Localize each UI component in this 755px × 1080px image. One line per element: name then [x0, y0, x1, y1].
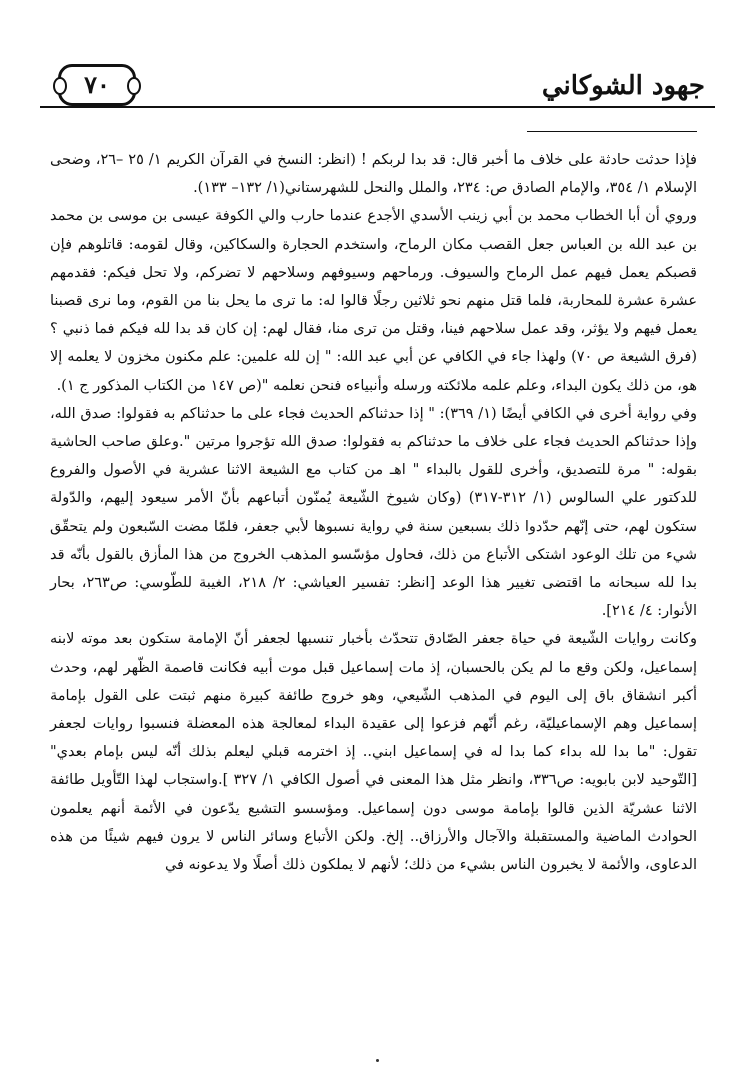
- paragraph-3: وفي رواية أخرى في الكافي أيضًا (١/ ٣٦٩): " إذا حدثناكم الحديث فجاء على ما حدثناكم به فقولوا: صدق الله، وإذا حدثناكم الحديث فجاء على خلاف ما حدثناكم به فقولوا: صدق الله تؤجروا مرتين ".وعلق صاحب الحاشية بقوله: " مرة للتصديق، وأخرى للقول بالبداء " اهـ من كتاب مع الشيعة الاثنا عشرية في الأصول والفروع للدكتور علي السالوس (١/ ٣١٢-٣١٧) (وكان شيوخ الشّيعة يُمنّون أتباعهم بأنّ الأمر سيعود إليهم، والدّولة ستكون لهم، حتى إنّهم حدّدوا ذلك بسبعين سنة في رواية نسبوها لأبي جعفر، فلمّا مضت السّبعون ولم يتحقّق شيء من تلك الوعود اشتكى الأتباع من ذلك، فحاول مؤسّسو المذهب الخروج من هذا المأزق بالقول بأنّه قد بدا لله سبحانه ما اقتضى تغيير هذا الوعد [انظر: تفسير العياشي: ٢/ ٢١٨، الغيبة للطّوسي: ص٢٦٣، بحار الأنوار: ٤/ ٢١٤].: [50, 405, 698, 620]
- page-header: [40, 62, 715, 112]
- paragraph-4: وكانت روايات الشّيعة في حياة جعفر الصّادق تتحدّث بأخبار تنسبها لجعفر أنّ الإمامة ستكون بعد موته لابنه إسماعيل، ولكن وقع ما لم يكن بالحسبان، إذ مات إسماعيل قبل موت أبيه فكانت قاصمة الظّهر لهم، وحدث أكبر انشقاق باق إلى اليوم في المذهب الشّيعي، وهو خروج طائفة كبيرة منهم ثبتت على القول بإمامة إسماعيل وهم الإسماعيليّة، رغم أنّهم فزعوا إلى عقيدة البداء لمعالجة هذه المعضلة فنسبوا روايات لجعفر تقول: "ما بدا لله بداء كما بدا له في إسماعيل ابني.. إذ اخترمه قبلي ليعلم بذلك أنّه ليس بإمام بعدي" [التّوحيد لابن بابويه: ص٣٣٦، وانظر مثل هذا المعنى في أصول الكافي ١/ ٣٢٧ ].واستجاب لهذا التّأويل طائفة الاثنا عشريّة الذين قالوا بإمامة موسى دون إسماعيل. ومؤسسو التشيع يدّعون في الأئمة أنهم يعلمون الحوادث الماضية والمستقبلة والآجال والأرزاق.. إلخ. ولكن الأتباع وسائر الناس لا يرون فيهم شيئًا من هذه الدعاوى، والأئمة لا يخبرون الناس بشيء من ذلك؛ لأنهم لا يملكون ذلك أصلًا ولا يدعونه في: [50, 631, 698, 874]
- header-rule: [40, 106, 715, 108]
- scan-speck: [376, 1059, 379, 1062]
- page-number: ٧٠: [58, 64, 136, 106]
- paragraph-2: وروي أن أبا الخطاب محمد بن أبي زينب الأسدي الأجدع عندما حارب والي الكوفة عيسى بن موسى بن محمد بن عبد الله بن العباس جعل القصب مكان الرماح، واستخدم الحجارة والسكاكين، وقال لقومه: قاتلوهم فإن قصبكم يعمل فيهم عمل الرماح والسيوف. ورماحهم وسيوفهم وسلاحهم لا تضركم، ولا تحل فيكم: فقدمهم عشرة عشرة للمحاربة، فلما قتل منهم نحو ثلاثين رجلًا قالوا له: ما ترى ما يحل بنا من القوم، وما نرى قصبنا يعمل فيهم ولا يؤثر، وقد عمل سلاحهم فينا، وقتل من ترى منا، فقال لهم: إن كان قد بدا لله فيكم فما ذنبي ؟ (فرق الشيعة ص ٧٠) ولهذا جاء في الكافي عن أبي عبد الله: " إن لله علمين: علم مكنون مخزون لا يعلمه إلا هو، من ذلك يكون البداء، وعلم علمه ملائكته ورسله وأنبياءه فنحن نعلمه "(ص ١٤٧ من الكتاب المذكور ج ١).: [50, 208, 697, 394]
- footnote-separator: [527, 131, 697, 132]
- paragraph-1: فإذا حدثت حادثة على خلاف ما أخبر قال: قد بدا لربكم ! (انظر: النسخ في القرآن الكريم ١/ ٢٥ –٢٦، وضحى الإسلام ١/ ٣٥٤، والإمام الصادق ص: ٢٣٤، والملل والنحل للشهرستاني(١/ ١٣٢– ١٣٣).: [50, 152, 697, 197]
- running-title: جهود الشوكاني: [541, 71, 705, 101]
- footnote-text: [50, 146, 697, 879]
